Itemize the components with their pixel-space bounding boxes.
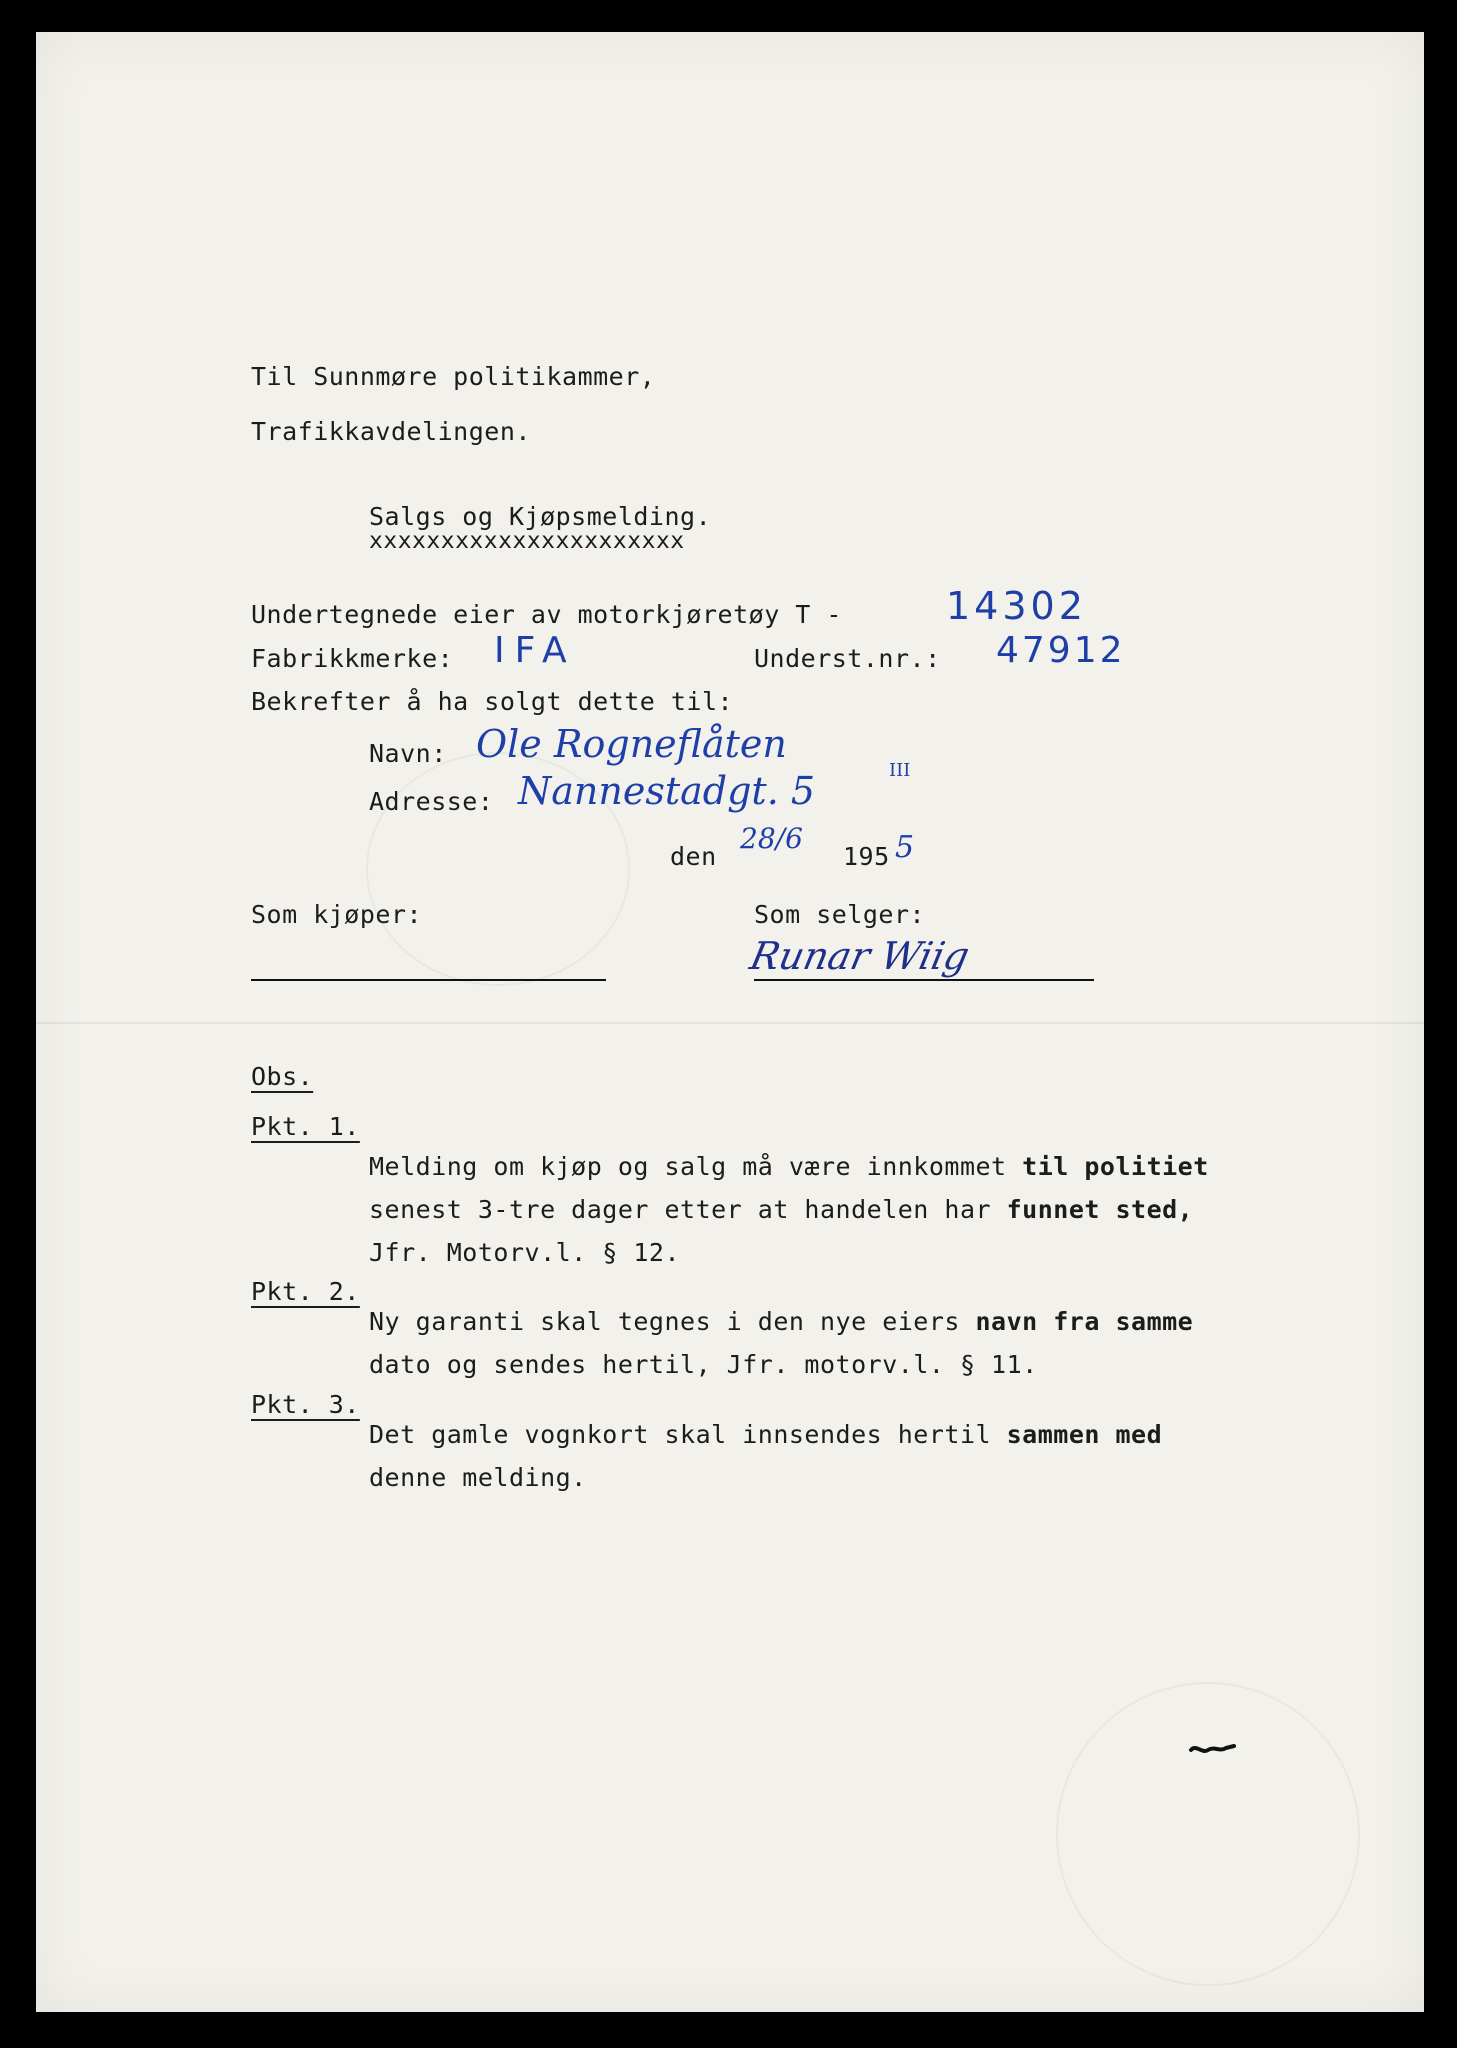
point-1-line-1 (369, 1152, 1209, 1181)
date-label: den (670, 842, 717, 871)
date-day: 28/6 (740, 822, 803, 855)
point-3-label: Pkt. 3. (251, 1390, 360, 1419)
point-1-line-2-text: senest 3-tre dager etter at handelen har (369, 1195, 1007, 1224)
point-3-line-1 (369, 1420, 1162, 1449)
buyer-signature-line (251, 979, 606, 981)
point-2-line-1-bold: navn fra samme (975, 1307, 1194, 1336)
buyer-name: Ole Rogneflåten (476, 722, 787, 766)
point-2-line-1-text: Ny garanti skal tegnes i den nye eiers (369, 1307, 976, 1336)
point-1-line-2 (369, 1195, 1193, 1224)
department-line: Trafikkavdelingen. (251, 417, 531, 446)
chassis-label: Underst.nr.: (754, 644, 941, 673)
seller-signature: Runar Wiig (746, 934, 974, 978)
buyer-label: Som kjøper: (251, 900, 423, 929)
address-label: Adresse: (369, 787, 494, 816)
point-1-line-3: Jfr. Motorv.l. § 12. (369, 1238, 681, 1267)
owner-label: Undertegnede eier av motorkjøretøy T - (251, 600, 842, 629)
point-1-line-1-text: Melding om kjøp og salg må være innkommet (369, 1152, 1023, 1181)
confirm-label: Bekrefter å ha solgt dette til: (251, 687, 734, 716)
name-label: Navn: (369, 739, 447, 768)
document-sheet (36, 32, 1424, 2012)
point-2-line-2: dato og sendes hertil, Jfr. motorv.l. § 11. (369, 1350, 1038, 1379)
registration-number: 14302 (946, 584, 1087, 628)
ink-mark (1186, 1732, 1246, 1762)
title-strikeout: xxxxxxxxxxxxxxxxxxxxxx (369, 528, 685, 554)
buyer-address: Nannestadgt. 5 (518, 769, 816, 813)
year-suffix: 5 (895, 830, 915, 865)
point-3-line-1-text: Det gamle vognkort skal innsendes hertil (369, 1420, 1007, 1449)
year-prefix: 195 (843, 842, 890, 871)
fold-crease (36, 1022, 1424, 1024)
point-1-label: Pkt. 1. (251, 1112, 360, 1141)
obs-heading: Obs. (251, 1062, 314, 1091)
point-1-line-2-bold: funnet sted, (1006, 1195, 1194, 1224)
make-label: Fabrikkmerke: (251, 644, 454, 673)
point-1-line-1-bold: til politiet (1022, 1152, 1209, 1181)
seller-label: Som selger: (754, 900, 926, 929)
point-3-line-2: denne melding. (369, 1463, 587, 1492)
address-floor: III (889, 760, 911, 781)
document-title: Salgs og Kjøpsmelding. (369, 502, 712, 531)
chassis-number: 47912 (996, 630, 1126, 671)
seller-signature-line (754, 979, 1094, 981)
faint-stamp-lower (1056, 1682, 1360, 1986)
point-2-label: Pkt. 2. (251, 1277, 360, 1306)
point-3-line-1-bold: sammen med (1006, 1420, 1163, 1449)
point-2-line-1 (369, 1307, 1193, 1336)
recipient-line: Til Sunnmøre politikammer, (251, 362, 656, 391)
make-value: IFA (494, 630, 577, 671)
